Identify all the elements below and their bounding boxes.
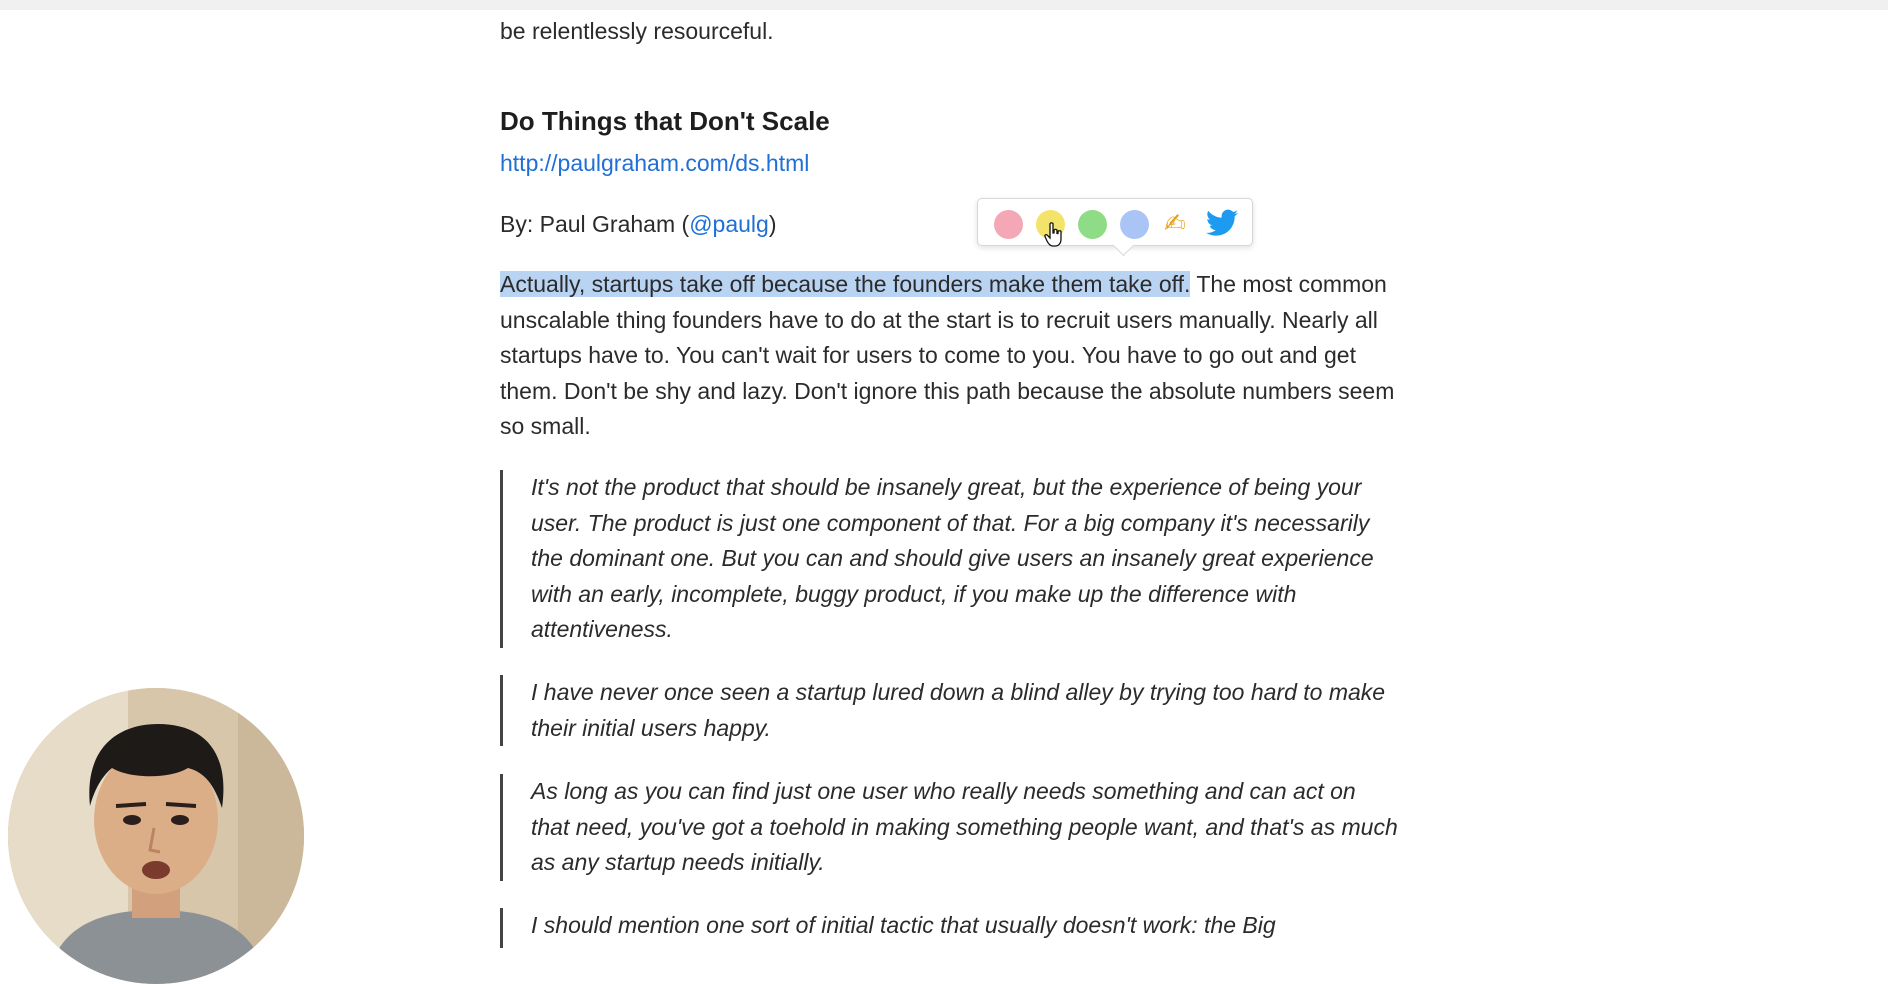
green-highlight-button[interactable] (1078, 210, 1107, 239)
highlight-toolbar (977, 198, 1253, 246)
quote-text: As long as you can find just one user who really needs something and can act on that need, you've got a toehold in making something people want, and that's as much as any startup needs initially. (531, 778, 1398, 875)
blockquote (500, 675, 1400, 746)
top-strip (0, 0, 1888, 10)
paragraph-rest: The most common unscalable thing founders have to do at the start is to recruit users manually. Nearly all startups have to. You can't wait for users to come to you. You have to go out and get them. Don't be shy and lazy. Don't ignore this path because the absolute numbers seem so small. (500, 271, 1395, 439)
author-handle-link[interactable]: @paulg (689, 211, 769, 237)
blue-highlight-button[interactable] (1120, 210, 1149, 239)
byline-prefix: By: Paul Graham ( (500, 211, 690, 237)
webcam-overlay (8, 688, 304, 984)
pink-highlight-button[interactable] (994, 210, 1023, 239)
main-paragraph (500, 267, 1400, 445)
quote-text: I should mention one sort of initial tactic that usually doesn't work: the Big (531, 912, 1276, 938)
blockquote (500, 774, 1400, 881)
section-title: Do Things that Don't Scale (500, 106, 830, 136)
previous-paragraph-end: be relentlessly resourceful. (500, 18, 774, 44)
byline-suffix: ) (768, 211, 777, 237)
highlighted-text[interactable]: Actually, startups take off because the founders make them take off. (500, 271, 1191, 297)
article-link[interactable]: http://paulgraham.com/ds.html (500, 150, 810, 176)
quote-text: It's not the product that should be insanely great, but the experience of being your user. The product is just one component of that. For a big company it's necessarily the dominant one. But you can and should give users an insanely great experience with an early, incomplete, buggy product, if you make up the difference with attentiveness. (531, 474, 1374, 642)
hand-cursor-icon (1044, 222, 1064, 248)
presenter-video-image (8, 688, 304, 984)
byline (500, 209, 776, 239)
note-pen-icon[interactable]: ✍ (1164, 208, 1186, 238)
blockquote (500, 908, 1400, 948)
blockquote (500, 470, 1400, 648)
twitter-icon[interactable] (1206, 209, 1238, 237)
quote-text: I have never once seen a startup lured down a blind alley by trying too hard to make their initial users happy. (531, 679, 1386, 741)
